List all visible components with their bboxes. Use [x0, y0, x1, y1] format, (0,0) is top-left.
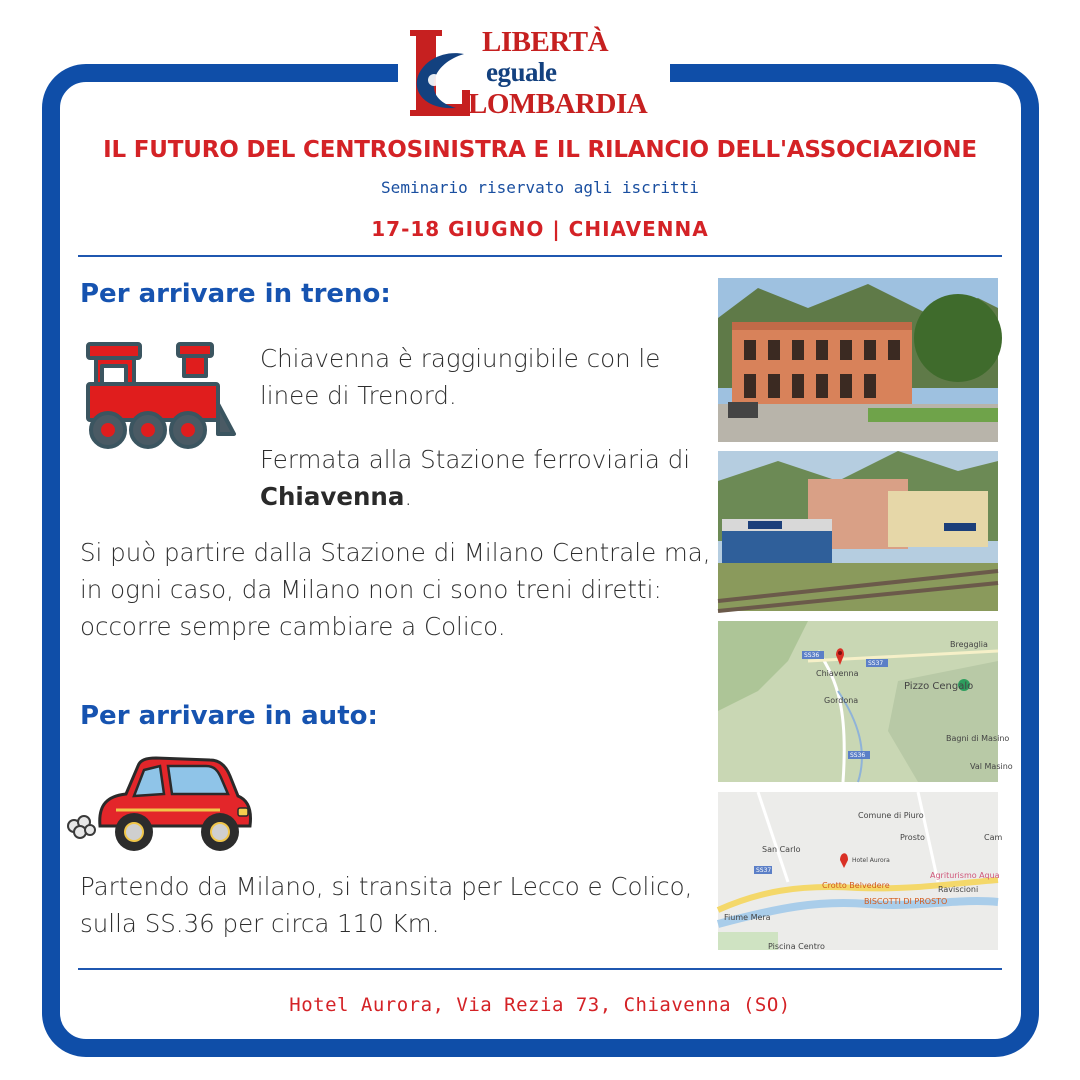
map2-label-9: BISCOTTI DI PROSTO	[864, 897, 948, 906]
map1-label-2: SS37	[868, 660, 884, 667]
map1-label-7: SS36	[850, 752, 866, 759]
station-photo-2	[718, 451, 998, 611]
map2-label-12: Cam	[984, 833, 1003, 842]
event-date-location: 17-18 GIUGNO | CHIAVENNA	[371, 217, 709, 241]
map2-label-11: Piscina Centro	[768, 942, 825, 951]
train-paragraph-2-end: .	[404, 482, 413, 511]
map1-label-5: Pizzo Cengalo	[904, 681, 974, 692]
car-heading: Per arrivare in auto:	[80, 701, 378, 731]
map1-label-1: SS36	[804, 652, 820, 659]
map2-label-2: Prosto	[900, 833, 925, 842]
train-heading: Per arrivare in treno:	[80, 279, 391, 309]
station-name: Chiavenna	[260, 482, 405, 511]
event-subtitle: Seminario riservato agli iscritti	[381, 178, 699, 197]
map2-label-4: Hotel Aurora	[852, 857, 890, 864]
map2-label-10: Fiume Mera	[724, 913, 771, 922]
map1-label-4: Bregaglia	[950, 640, 988, 649]
train-paragraph-2	[260, 441, 700, 515]
car-paragraph: Partendo da Milano, si transita per Lecco e Colico, sulla SS.36 per circa 110 Km.	[80, 872, 693, 938]
train-icon	[82, 338, 238, 450]
map2-label-6: SS37	[756, 867, 772, 874]
map1-label-8: Bagni di Masino	[946, 734, 1010, 743]
map2-label-5: Agriturismo Aqua	[930, 871, 1000, 880]
logo	[404, 24, 666, 124]
logo-line-2: eguale	[486, 57, 557, 87]
divider-bottom	[78, 968, 1002, 970]
venue-address: Hotel Aurora, Via Rezia 73, Chiavenna (SO)	[289, 994, 791, 1016]
train-paragraph-1: Chiavenna è raggiungibile con le linee di Trenord.	[260, 344, 661, 410]
event-title: IL FUTURO DEL CENTROSINISTRA E IL RILANCIO DELL'ASSOCIAZIONE	[103, 137, 977, 163]
map1-label-9: Val Masino	[970, 762, 1013, 771]
train-paragraph-3: Si può partire dalla Stazione di Milano Centrale ma, in ogni caso, da Milano non ci sono treni diretti: occorre sempre cambiare a Colico.	[80, 538, 711, 641]
train-paragraph-2-text: Fermata alla Stazione ferroviaria di	[260, 445, 691, 474]
map2-label-3: San Carlo	[762, 845, 801, 854]
area-map	[718, 621, 1013, 782]
map2-label-8: Raviscioni	[938, 885, 979, 894]
logo-line-3: LOMBARDIA	[468, 88, 648, 120]
map2-label-7: Crotto Belvedere	[822, 881, 890, 890]
car-icon	[60, 752, 256, 860]
divider-top	[78, 255, 1002, 257]
map1-label-6: Gordona	[824, 696, 859, 705]
map1-label-3: Chiavenna	[816, 669, 859, 678]
logo-line-1: LIBERTÀ	[482, 26, 609, 58]
hotel-map	[718, 792, 1003, 951]
map2-label-1: Comune di Piuro	[858, 811, 924, 820]
station-photo-1	[718, 278, 998, 442]
